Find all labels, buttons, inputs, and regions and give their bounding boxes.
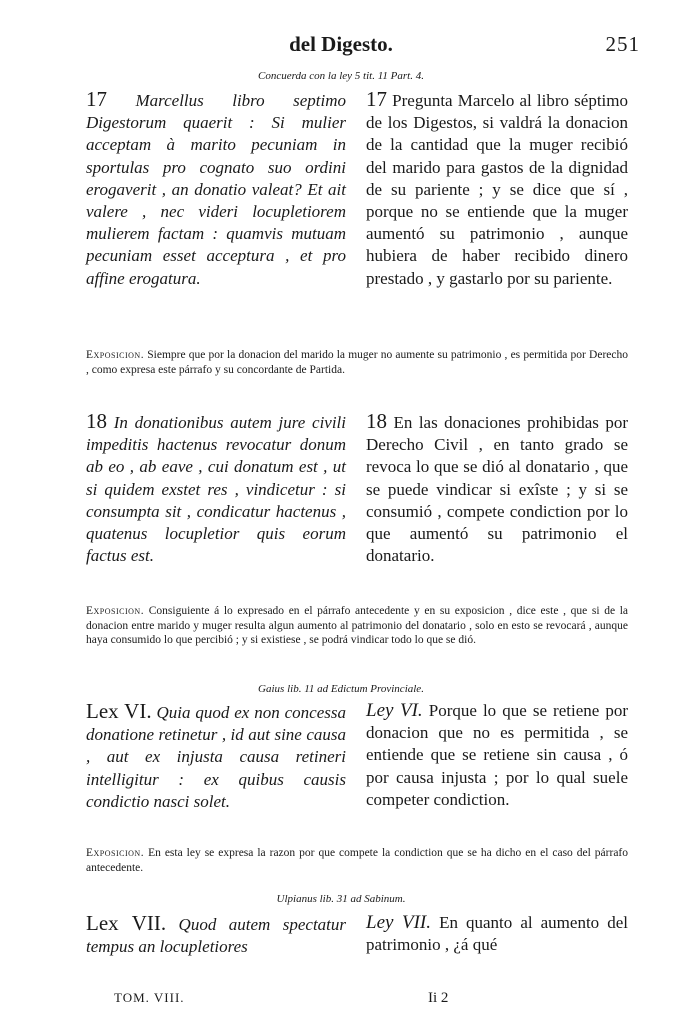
- latin-text: In donationibus autem jure civili impeditis hactenus revocatur donum ab eo , ab eave , cui donatum est , ut si quidem exstet res , vindicetur : si consumpta sit , condicatur hactenus , quatenus locupletior quis eorum factus est.: [86, 413, 347, 566]
- spanish-text: En quanto al aumento del patrimonio , ¿á qué: [366, 913, 628, 955]
- latin-paragraph-18: [86, 410, 346, 567]
- spanish-paragraph-18: [366, 410, 628, 567]
- spanish-paragraph-17: [366, 88, 628, 290]
- lex-label: Lex VI.: [86, 699, 152, 723]
- spanish-ley-7: [366, 912, 628, 956]
- exposition-label: Exposicion.: [86, 847, 145, 859]
- page-number: 251: [605, 32, 640, 56]
- latin-text: Quod autem spectatur tempus an locupletiores: [86, 915, 347, 957]
- exposition-label: Exposicion.: [86, 605, 145, 617]
- source-reference-gaius: Gaius lib. 11 ad Edictum Provinciale.: [258, 683, 424, 695]
- paragraph-number: 18: [86, 409, 107, 433]
- latin-text: Marcellus libro septimo Digestorum quaerit : Si mulier acceptam à marito pecuniam in sportulas pro cognato suo ordini erogaverit , an donatio valeat? Et ait valere , nec videri locupletiorem mulierem factam : quamvis mutuam pecuniam esset acceptura , et pro affine erogatura.: [86, 91, 346, 288]
- ley-label: Ley VII.: [366, 912, 431, 933]
- exposition-2: [86, 604, 628, 648]
- exposition-1: [86, 348, 628, 377]
- exposition-3: [86, 846, 628, 875]
- source-reference-ulpianus: Ulpianus lib. 31 ad Sabinum.: [276, 893, 406, 905]
- latin-lex-7: [86, 912, 346, 958]
- page-footer: [0, 990, 682, 1010]
- exposition-label: Exposicion.: [86, 349, 145, 361]
- concordance-reference: Concuerda con la ley 5 tit. 11 Part. 4.: [258, 70, 424, 82]
- exposition-text: En esta ley se expresa la razon por que compete la condiction que se ha dicho en el caso del párrafo antecedente.: [86, 847, 629, 874]
- page-title: del Digesto.: [289, 32, 393, 56]
- signature-mark: Ii 2: [428, 990, 449, 1006]
- volume-number: TOM. VIII.: [114, 990, 185, 1005]
- spanish-text: Porque lo que se retiene por donacion que no es permitida , se entiende que se retiene sin causa , ó por causa injusta ; por lo qual suele competer condiction.: [366, 701, 628, 809]
- ley-label: Ley VI.: [366, 700, 423, 721]
- paragraph-number: 18: [366, 409, 387, 433]
- latin-paragraph-17: [86, 88, 346, 290]
- paragraph-number: 17: [366, 87, 387, 111]
- running-header: [0, 32, 682, 62]
- paragraph-number: 17: [86, 87, 107, 111]
- spanish-text: Pregunta Marcelo al libro séptimo de los Digestos, si valdrá la donacion de la cantidad que la muger recibió del marido para gastos de la dignidad de su pariente ; y se dice que sí , porque no se entiende que la muger aumentó su patrimonio , aunque hubiera de haber recibido dinero prestado , y gastarlo por su pariente.: [366, 91, 629, 288]
- lex-label: Lex VII.: [86, 911, 167, 935]
- latin-text: Quia quod ex non concessa donatione retinetur , id aut sine causa , aut ex injusta causa retineri intelligitur : ex quibus causis condictio nasci solet.: [86, 703, 346, 811]
- spanish-ley-6: [366, 700, 628, 811]
- latin-lex-6: [86, 700, 346, 813]
- exposition-text: Consiguiente á lo expresado en el párrafo antecedente y en su exposicion , dice este , que si de la donacion entre marido y muger resulta algun aumento al patrimonio del donatario , solo en esto se revocará , aunque haya consumido lo que percibió ; y si existiese , se podrá vindicar todo lo que se dió.: [86, 605, 628, 647]
- exposition-text: Siempre que por la donacion del marido la muger no aumente su patrimonio , es permitida por Derecho , como expresa este párrafo y su concordante de Partida.: [86, 349, 628, 376]
- spanish-text: En las donaciones prohibidas por Derecho Civil , en tanto grado se revoca lo que se dió al donatario , que se puede vindicar si exîste ; y si se consumió , compete condiction por lo que aumentó su patrimonio el donatario.: [366, 413, 628, 566]
